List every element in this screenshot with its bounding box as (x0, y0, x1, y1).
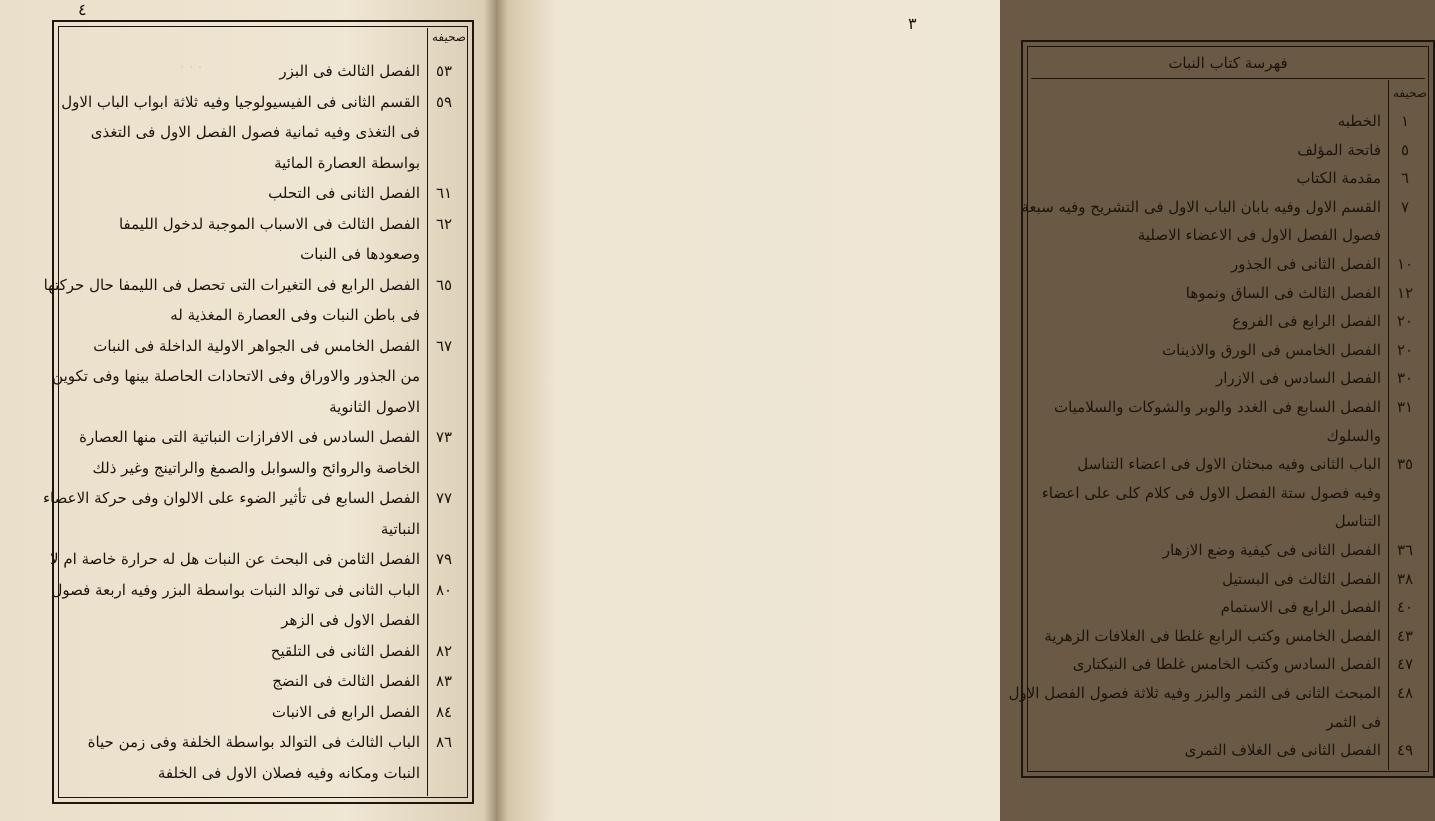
entry-text-line: النبات ومكانه وفيه فصلان الاول فى الخلفة (157, 763, 420, 782)
entry-text-line: الاصول الثانوية (329, 397, 420, 416)
entry-text-line: بواسطة العصارة المائية (274, 153, 420, 172)
entry-page-number: ١ (1400, 112, 1410, 130)
entry-text-line: فى التغذى وفيه ثمانية فصول الفصل الاول فى التغذى (90, 123, 420, 141)
entry-text-line: الفصل الثالث فى البستيل (1222, 569, 1381, 588)
entry-text-line: والسلوك (1326, 426, 1381, 445)
entry-text-line: فى الثمر (1326, 712, 1381, 731)
entry-text-line: وصعودها فى النبات (300, 245, 420, 263)
entry-text-line: الفصل الرابع فى التغيرات التى تحصل فى الليمفا حال حركتها (43, 275, 420, 294)
entry-page-number: ٤٨ (1396, 684, 1414, 702)
entry-text-line: القسم الثانى فى الفيسيولوجيا وفيه ثلاثة ابواب الباب الاول (61, 92, 420, 111)
entry-page-number: ٧٩ (435, 550, 453, 568)
entry-page-number: ٣٨ (1396, 569, 1414, 588)
entry-text-line: الفصل الثانى فى التحلب (268, 184, 420, 202)
entry-text-line: من الجذور والاوراق وفى الاتحادات الحاصلة بينها وفى تكوين (52, 367, 420, 385)
entry-text-line: الفصل السابع فى الغدد والوبر والشوكات والسلاميات (1053, 398, 1381, 416)
entry-text-line: الفصل الرابع فى الاستمام (1220, 598, 1381, 617)
entry-text-line: المبحث الثانى فى الثمر والبزر وفيه ثلاثة فصول الفصل الاول (1008, 684, 1381, 702)
entry-text-line: الفصل السادس وكتب الخامس غلطا فى النيكتارى (1072, 655, 1381, 674)
entry-page-number: ٣٦ (1396, 541, 1414, 559)
entry-page-number: ٥٩ (435, 92, 453, 111)
entry-text-line: فاتحة المؤلف (1297, 140, 1381, 159)
entry-page-number: ٤٣ (1396, 626, 1414, 645)
entry-text-line: الفصل الثالث فى النضج (272, 672, 420, 690)
entry-text-line: الفصل الثانى فى الغلاف الثمرى (1184, 741, 1381, 760)
entry-page-number: ٦٢ (435, 214, 453, 233)
entry-page-number: ٨٢ (435, 641, 453, 660)
entry-text-line: الفصل الثانى فى كيفية وضع الازهار (1162, 541, 1381, 559)
entry-page-number: ٦ (1400, 169, 1410, 188)
entry-page-number: ٧ (1400, 197, 1410, 216)
entry-page-number: ٣١ (1396, 398, 1414, 416)
entry-page-number: ٧٣ (435, 428, 453, 446)
left-page-border-frame (43, 20, 474, 804)
entry-page-number: ١٠ (1396, 255, 1414, 273)
entry-text-line: الباب الثالث فى التوالد بواسطة الخلفة وفى زمن حياة (87, 733, 420, 751)
entry-page-number: ٢٠ (1396, 312, 1414, 331)
entry-text-line: الفصل الثانى فى التلقيح (270, 641, 420, 660)
left-page (0, 0, 496, 821)
entry-text-line: الخطبه (1337, 112, 1381, 130)
entry-text-line: الفصل الرابع فى الانبات (271, 702, 420, 721)
entry-page-number: ١٢ (1396, 283, 1414, 302)
right-page-border-frame (1008, 40, 1435, 778)
entry-text-line: الخاصة والروائح والسوابل والصمغ والراتينج وغير ذلك (92, 458, 420, 477)
entry-text-line: وفيه فصول ستة الفصل الاول فى كلام كلى على اعضاء (1041, 483, 1381, 502)
left-page-number: ٤ (78, 0, 87, 19)
title-rule (1031, 78, 1425, 79)
entry-page-number: ٨٠ (435, 580, 453, 599)
entry-text-line: الفصل الاول فى الزهر (281, 611, 420, 629)
book-gutter-shadow (484, 0, 508, 821)
entry-text-line: الفصل الثالث فى الساق ونموها (1185, 283, 1381, 302)
entry-text-line: فصول الفصل الاول فى الاعضاء الاصلية (1137, 226, 1381, 245)
page-title: فهرسة كتاب النبات (1168, 54, 1288, 72)
left-column-header: صحيفه (431, 30, 466, 44)
entry-text-line: الباب الثانى وفيه مبحثان الاول فى اعضاء التناسل (1077, 455, 1381, 474)
entry-page-number: ٦٥ (435, 275, 453, 294)
entry-text-line: النباتية (380, 519, 420, 538)
entry-text-line: الفصل الثالث فى البزر (279, 62, 420, 80)
entry-text-line: الفصل السابع فى تأثير الضوء على الالوان وفى حركة الاعضاء (43, 489, 420, 507)
entry-text-line: فى باطن النبات وفى العصارة المغذية له (170, 306, 420, 324)
entry-page-number: ٤٧ (1396, 655, 1414, 674)
entry-page-number: ٦١ (435, 184, 453, 202)
entry-page-number: ٣٠ (1396, 369, 1414, 388)
entry-page-number: ٧٧ (435, 489, 453, 507)
entry-page-number: ٤٠ (1396, 598, 1414, 617)
right-column-header: صحيفه (1392, 86, 1427, 100)
entry-page-number: ٦٧ (435, 336, 453, 355)
entry-text-line: الفصل الثالث فى الاسباب الموجبة لدخول الليمفا (118, 214, 420, 233)
right-page (496, 0, 1427, 821)
entry-page-number: ٥٣ (435, 62, 453, 80)
entry-text-line: الفصل السادس فى الازرار (1216, 369, 1381, 388)
entry-text-line: الفصل الخامس فى الجواهر الاولية الداخلة فى النبات (93, 336, 420, 355)
entry-text-line: الفصل السادس فى الافرازات النباتية التى منها العصارة (79, 428, 420, 446)
entry-text-line: الفصل الثانى فى الجذور (1231, 255, 1381, 273)
entry-text-line: الفصل الرابع فى الفروع (1232, 312, 1381, 331)
entry-page-number: ٨٤ (435, 702, 453, 721)
right-page-number: ٣ (908, 14, 917, 33)
entry-text-line: مقدمة الكتاب (1296, 169, 1381, 188)
entry-page-number: ٤٩ (1396, 741, 1414, 760)
entry-page-number: ٨٦ (435, 733, 453, 751)
entry-text-line: القسم الاول وفيه بابان الباب الاول فى التشريح وفيه سبعة (1021, 197, 1381, 216)
entry-text-line: الفصل الثامن فى البحث عن النبات هل له حرارة خاصة ام لا (50, 550, 420, 568)
entry-page-number: ٨٣ (435, 672, 453, 690)
bleed-through-texture: · · · (180, 60, 203, 76)
entry-page-number: ٥ (1400, 140, 1410, 159)
entry-text-line: الفصل الخامس وكتب الرابع غلطا فى الغلافات الزهرية (1044, 626, 1381, 645)
entry-text-line: الباب الثانى فى توالد النبات بواسطة البزر وفيه اربعة فصول (51, 580, 420, 599)
entry-text-line: التناسل (1334, 512, 1381, 531)
entry-text-line: الفصل الخامس فى الورق والاذينات (1162, 340, 1381, 359)
entry-page-number: ٣٥ (1396, 455, 1414, 474)
entry-page-number: ٢٠ (1396, 340, 1414, 359)
